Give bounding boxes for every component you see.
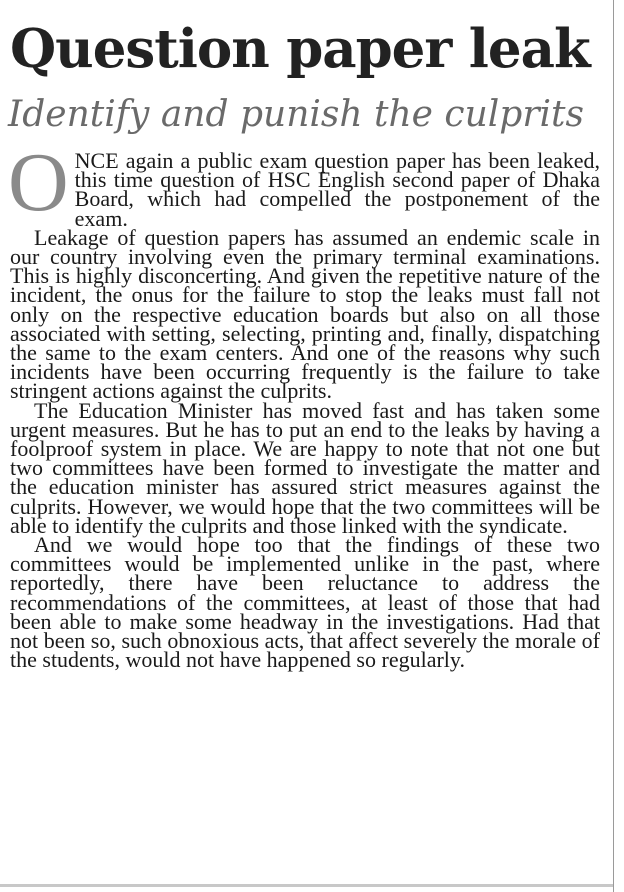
headline: Question paper leak <box>10 18 590 80</box>
drop-cap: O <box>8 136 69 229</box>
paragraph-3: The Education Minister has moved fast and has taken some urgent measures. But he has to put an end to the leaks by having a foolproof system in place. We are happy to note that not one but two committees have been formed to investigate the matter and the education minister has assured strict measures against the culprits. However, we would hope that the two committees will be able to identify the culprits and those linked with the syndicate. <box>10 397 600 538</box>
column-divider <box>613 0 614 892</box>
paragraph-1-text: NCE again a public exam question paper has been leaked, this time question of HSC English second paper of Dhaka Board, which had compelled the postponement of the exam. <box>74 148 600 231</box>
paragraph-2: Leakage of question papers has assumed an endemic scale in our country involving even the primary terminal examinations. This is highly disconcerting. And given the repetitive nature of the incident, the onus for the failure to stop the leaks must fall not only on the respective education boards but also on all those associated with setting, selecting, printing and, finally, dispatching the same to the exam centers. And one of the reasons why such incidents have been occurring frequently is the failure to take stringent actions against the culprits. <box>10 224 600 404</box>
bottom-rule <box>0 884 613 887</box>
subheadline: Identify and punish the culprits <box>8 94 584 135</box>
paragraph-4: And we would hope too that the findings of these two committees would be implemented unlike in the past, where reportedly, there have been reluctance to address the recommendations of the committees, at least of those that had been able to make some headway in the investigations. Had that not been so, such obnoxious acts, that affect severely the morale of the students, would not have happened so regularly. <box>10 532 600 673</box>
paragraph-1 <box>8 136 600 231</box>
article-body <box>8 136 600 673</box>
